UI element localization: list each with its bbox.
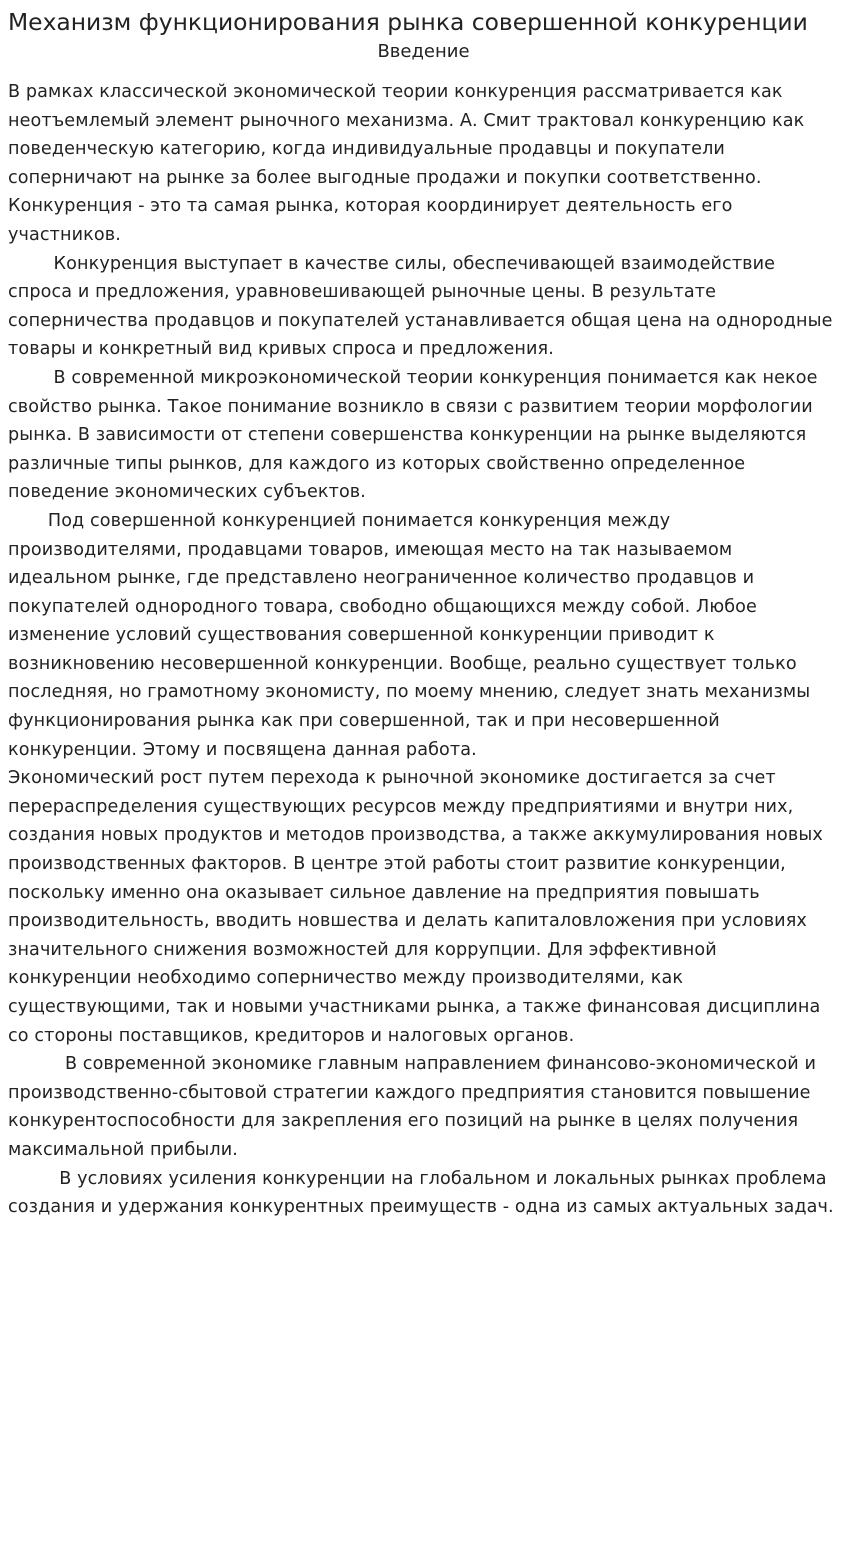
- paragraph: Под совершенной конкуренцией понимается конкуренция между производителями, продавцами товаров, имеющая место на так называемом идеальном рынке, где представлено неограниченное количество продавцов и покупателей однородного товара, свободно общающихся между собой. Любое изменение условий существования совершенной конкуренции приводит к возникновению несовершенной конкуренции. Вообще, реально существует только последняя, но грамотному экономисту, по моему мнению, следует знать механизмы функционирования рынка как при совершенной, так и при несовершенной конкуренции. Этому и посвящена данная работа.: [8, 510, 816, 760]
- paragraph: В современной микроэкономической теории конкуренция понимается как некое свойство рынка. Такое понимание возникло в связи с развитием теории морфологии рынка. В зависимости от степени совершенства конкуренции на рынке выделяются различные типы рынков, для каждого из которых свойственно определенное поведение экономических субъектов.: [8, 367, 824, 503]
- document-title: Механизм функционирования рынка совершенной конкуренции: [8, 8, 808, 36]
- paragraph: Экономический рост путем перехода к рыночной экономике достигается за счет перераспределения существующих ресурсов между предприятиями и внутри них, создания новых продуктов и методов производства, а также аккумулирования новых производственных факторов. В центре этой работы стоит развитие конкуренции, поскольку именно она оказывает сильное давление на предприятия повышать производительность, вводить новшества и делать капиталовложения при условиях значительного снижения возможностей для коррупции. Для эффективной конкуренции необходимо соперничество между производителями, как существующими, так и новыми участниками рынка, а также финансовая дисциплина со стороны поставщиков, кредиторов и налоговых органов.: [8, 768, 829, 1046]
- document-body: [8, 78, 839, 1222]
- paragraph: В условиях усиления конкуренции на глобальном и локальных рынках проблема создания и удержания конкурентных преимуществ - одна из самых актуальных задач.: [8, 1168, 834, 1218]
- paragraph: В рамках классической экономической теории конкуренция рассматривается как неотъемлемый элемент рыночного механизма. А. Смит трактовал конкуренцию как поведенческую категорию, когда индивидуальные продавцы и покупатели соперничают на рынке за более выгодные продажи и покупки соответственно. Конкуренция - это та самая рынка, которая координирует деятельность его участников.: [8, 82, 811, 245]
- paragraph: В современной экономике главным направлением финансово-экономической и производственно-сбытовой стратегии каждого предприятия становится повышение конкурентоспособности для закрепления его позиций на рынке в целях получения максимальной прибыли.: [8, 1054, 822, 1160]
- paragraph: Конкуренция выступает в качестве силы, обеспечивающей взаимодействие спроса и предложения, уравновешивающей рыночные цены. В результате соперничества продавцов и покупателей устанавливается общая цена на однородные товары и конкретный вид кривых спроса и предложения.: [8, 253, 839, 360]
- section-heading: Введение: [377, 41, 470, 62]
